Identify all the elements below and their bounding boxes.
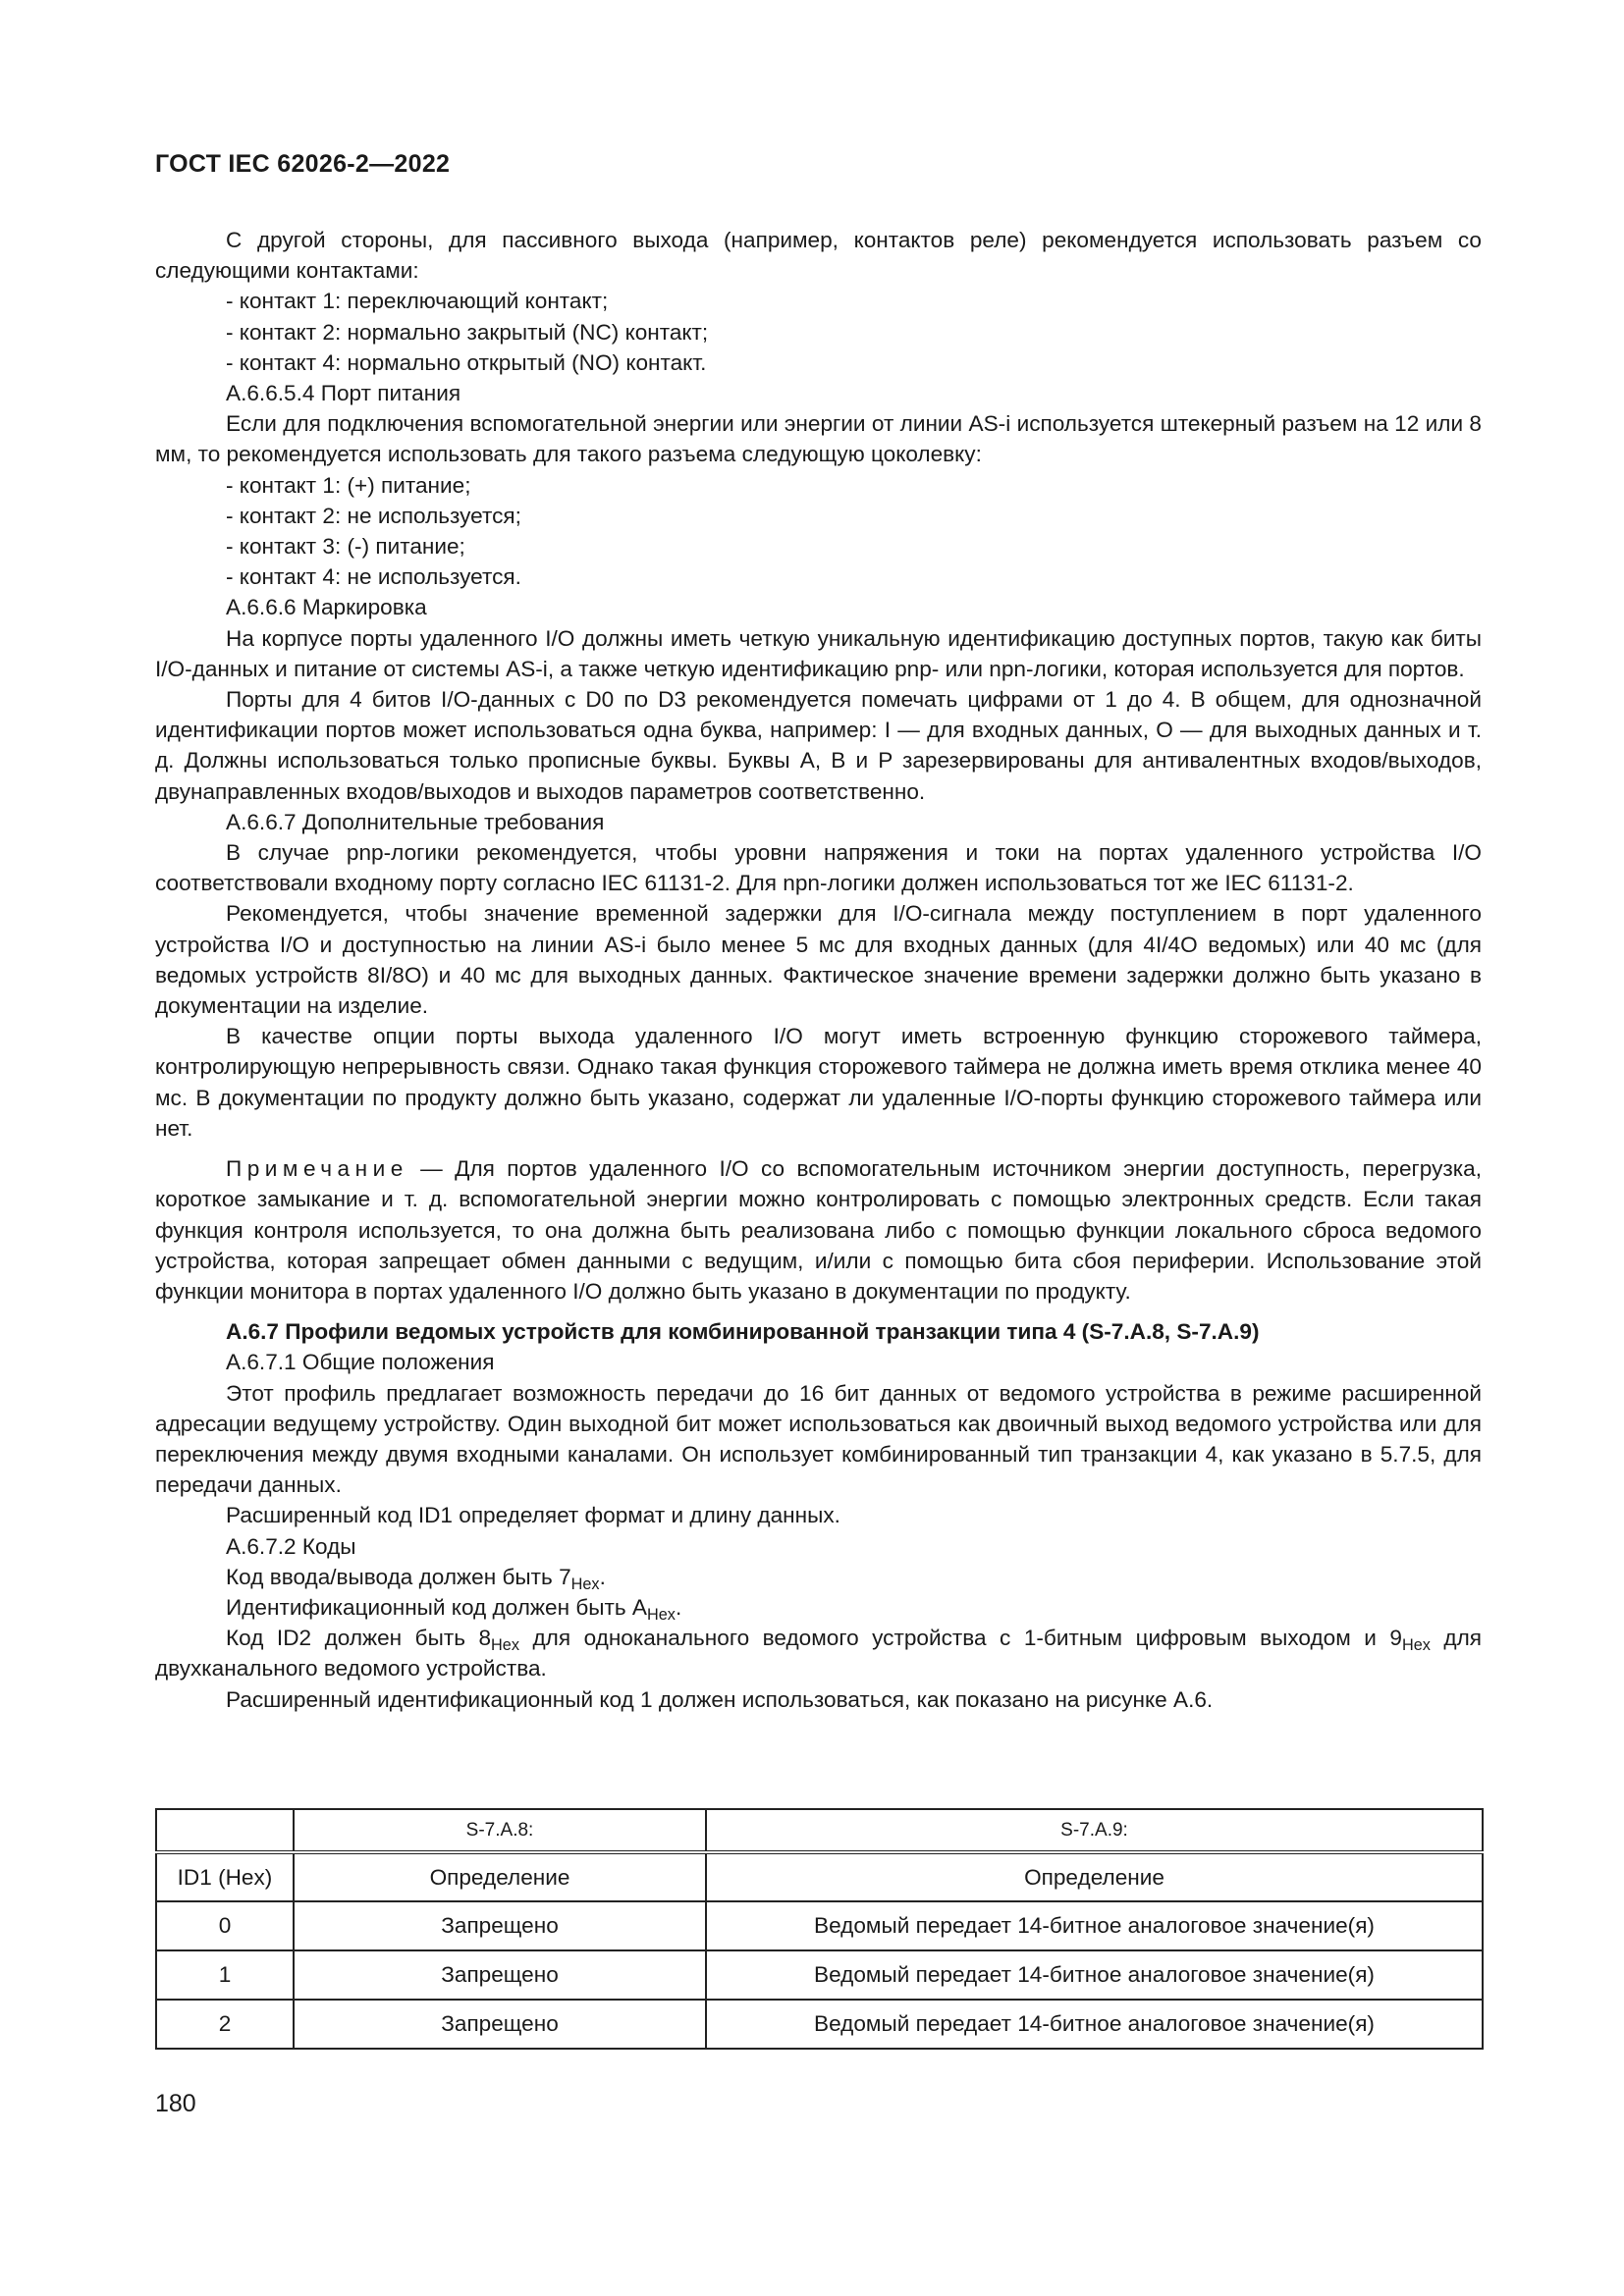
paragraph: Расширенный код ID1 определяет формат и длину данных.	[226, 1503, 840, 1528]
table-cell: S-7.A.9:	[706, 1809, 1483, 1852]
table-row	[156, 1950, 1483, 2000]
note-paragraph	[155, 1153, 1482, 1307]
section-heading: A.6.7.2 Коды	[226, 1533, 356, 1559]
table-row	[156, 1901, 1483, 1950]
list-item: - контакт 3: (-) питание;	[226, 534, 465, 560]
paragraph: Если для подключения вспомогательной энергии или энергии от линии AS-i используется штекерный разъем на 12 или 8 мм, то рекомендуется использовать для такого разъема следующую цоколевку:	[155, 411, 1482, 467]
section-heading: A.6.6.7 Дополнительные требования	[226, 809, 605, 834]
section-heading-bold: A.6.7 Профили ведомых устройств для комбинированной транзакции типа 4 (S-7.A.8, S-7.A.9)	[226, 1319, 1260, 1345]
list-item: - контакт 4: не используется.	[226, 564, 521, 590]
list-item: - контакт 2: нормально закрытый (NC) контакт;	[226, 319, 709, 345]
body-text	[155, 225, 1482, 1715]
paragraph: Расширенный идентификационный код 1 должен использоваться, как показано на рисунке A.6.	[226, 1686, 1214, 1712]
list-item: - контакт 4: нормально открытый (NO) контакт.	[226, 349, 707, 375]
paragraph: Порты для 4 битов I/O-данных с D0 по D3 рекомендуется помечать цифрами от 1 до 4. В общем, для однозначной идентификации портов может использоваться одна буква, например: I — для входных данных, O — для выходных данных и т. д. Должны использоваться только прописные буквы. Буквы A, B и P зарезервированы для антивалентных входов/выходов, двунаправленных входов/выходов и выходов параметров соответственно.	[155, 687, 1482, 804]
page-header-standard-title: ГОСТ IEC 62026-2—2022	[155, 150, 451, 178]
table-header-cell: Определение	[706, 1852, 1483, 1901]
note-text: — Для портов удаленного I/O со вспомогательным источником энергии доступность, перегрузка, короткое замыкание и т. д. вспомогательной энергии можно контролировать с помощью электронных средств. Если такая функция контроля используется, то она должна быть реализована либо с помощью функции локального сброса ведомого устройства, которая запрещает обмен данными с ведущим, и/или с помощью бита сбоя периферии. Использование этой функции монитора в портах удаленного I/O должно быть указано в документации по продукту.	[155, 1156, 1482, 1304]
code-line-id2: Код ID2 должен быть $8_{Hex}$ для одноканального ведомого устройства с 1-битным цифровым выходом и $9_{Hex}$ для двухканального ведомого устройства.	[155, 1626, 1482, 1682]
table-cell: 2	[156, 2000, 294, 2049]
paragraph: Рекомендуется, чтобы значение временной задержки для I/O-сигнала между поступлением в порт удаленного устройства I/O и доступностью на линии AS-i было менее 5 мс для входных данных (для 4I/4O ведомых) или 40 мс (для ведомых устройств 8I/8O) и 40 мс для выходных данных. Фактическое значение времени задержки должно быть указано в документации на изделие.	[155, 901, 1482, 1019]
table-cell: Запрещено	[294, 2000, 706, 2049]
table-cell: Ведомый передает 14-битное аналоговое значение(я)	[706, 2000, 1483, 2049]
section-heading: A.6.7.1 Общие положения	[226, 1350, 495, 1375]
table-cell	[156, 1809, 294, 1852]
code-line-id: Идентификационный код должен быть $A_{Hex}$.	[226, 1594, 682, 1624]
paragraph: В случае pnp-логики рекомендуется, чтобы уровни напряжения и токи на портах удаленного устройства I/O соответствовали входному порту согласно IEC 61131-2. Для npn-логики должен использоваться тот же IEC 61131-2.	[155, 840, 1482, 896]
table-top-row	[156, 1809, 1483, 1852]
note-label: Примечание	[226, 1156, 408, 1182]
table-header-cell: Определение	[294, 1852, 706, 1901]
table-cell: 0	[156, 1901, 294, 1950]
table-cell: Ведомый передает 14-битное аналоговое значение(я)	[706, 1901, 1483, 1950]
table-cell: Ведомый передает 14-битное аналоговое значение(я)	[706, 1950, 1483, 2000]
list-item: - контакт 1: переключающий контакт;	[226, 289, 609, 314]
code-line-io: Код ввода/вывода должен быть $7_{Hex}$.	[226, 1564, 606, 1593]
paragraph: В качестве опции порты выхода удаленного I/O могут иметь встроенную функцию сторожевого таймера, контролирующую непрерывность связи. Однако такая функция сторожевого таймера не должна иметь время отклика менее 40 мс. В документации по продукту должно быть указано, содержат ли удаленные I/O-порты функцию сторожевого таймера или нет.	[155, 1024, 1482, 1141]
table-header-cell: ID1 (Hex)	[156, 1852, 294, 1901]
section-heading: A.6.6.5.4 Порт питания	[226, 381, 461, 406]
paragraph: Этот профиль предлагает возможность передачи до 16 бит данных от ведомого устройства в режиме расширенной адресации ведущему устройству. Один выходной бит может использоваться как двоичный выход ведомого устройства или для переключения между двумя входными каналами. Он использует комбинированный тип транзакции 4, как указано в 5.7.5, для передачи данных.	[155, 1380, 1482, 1498]
list-item: - контакт 1: (+) питание;	[226, 472, 471, 498]
table-cell: S-7.A.8:	[294, 1809, 706, 1852]
table-cell: Запрещено	[294, 1901, 706, 1950]
table-cell: 1	[156, 1950, 294, 2000]
table-row	[156, 2000, 1483, 2049]
paragraph: На корпусе порты удаленного I/O должны иметь четкую уникальную идентификацию доступных портов, такую как биты I/O-данных и питание от системы AS-i, а также четкую идентификацию pnp- или npn-логики, которая используется для портов.	[155, 625, 1482, 681]
table-cell: Запрещено	[294, 1950, 706, 2000]
section-heading: A.6.6.6 Маркировка	[226, 595, 427, 620]
page-number: 180	[155, 2090, 196, 2117]
paragraph: С другой стороны, для пассивного выхода (например, контактов реле) рекомендуется использовать разъем со следующими контактами:	[155, 228, 1482, 284]
table-header-row	[156, 1852, 1483, 1901]
list-item: - контакт 2: не используется;	[226, 503, 521, 528]
id1-definition-table	[155, 1808, 1484, 2050]
